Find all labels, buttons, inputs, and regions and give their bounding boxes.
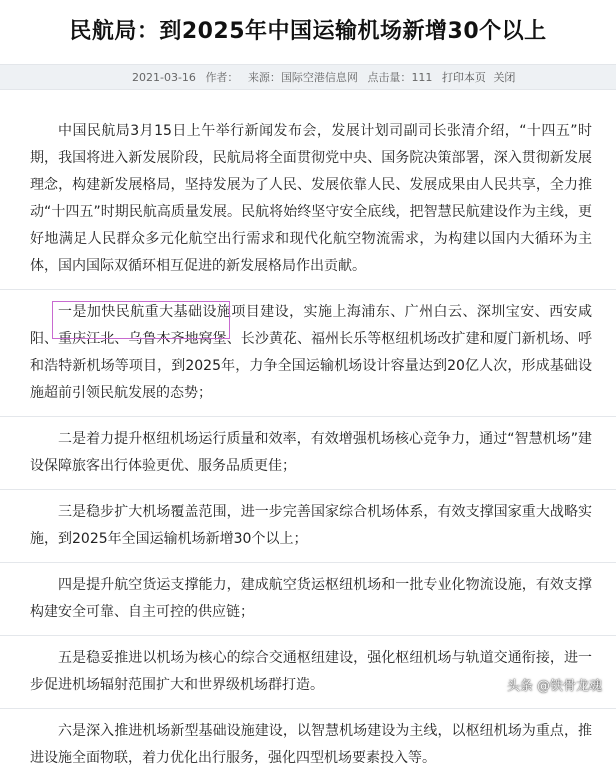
- paragraph-divider: [0, 416, 616, 417]
- source-name: 国际空港信息网: [280, 71, 358, 84]
- paragraph-divider: [0, 635, 616, 636]
- article-paragraph-3: 三是稳步扩大机场覆盖范围，进一步完善国家综合机场体系，有效支撑国家重大战略实施，到2025年全国运输机场新增30个以上；: [30, 504, 592, 547]
- article-paragraph-2: 二是着力提升枢纽机场运行质量和效率，有效增强机场核心竞争力，通过“智慧机场”建设保障旅客出行体验更优、服务品质更佳；: [30, 431, 592, 474]
- click-count-group: [367, 71, 432, 84]
- click-count: 111: [411, 71, 433, 84]
- article-paragraph-4: 四是提升航空货运支撑能力，建成航空货运枢纽机场和一批专业化物流设施，有效支撑构建安全可靠、自主可控的供应链；: [30, 577, 592, 620]
- article-paragraph-1: 一是加快民航重大基础设施项目建设，实施上海浦东、广州白云、深圳宝安、西安咸阳、重庆江北、乌鲁木齐地窝堡、长沙黄花、福州长乐等枢纽机场改扩建和厦门新机场、呼和浩特新机场等项目，到2025年，力争全国运输机场设计容量达到20亿人次，形成基础设施超前引领民航发展的态势；: [30, 304, 592, 401]
- article-paragraph-5: 五是稳妥推进以机场为核心的综合交通枢纽建设，强化枢纽机场与轨道交通衔接，进一步促进机场辐射范围扩大和世界级机场群打造。: [30, 650, 592, 693]
- click-count-label: 点击量：: [367, 71, 412, 84]
- print-page-link[interactable]: 打印本页: [441, 71, 486, 84]
- article-paragraph-6: 六是深入推进机场新型基础设施建设，以智慧机场建设为主线，以枢纽机场为重点，推进设施全面物联，着力优化出行服务，强化四型机场要素投入等。: [30, 723, 592, 766]
- source-watermark: 头条 @铁骨龙魂: [506, 679, 602, 694]
- paragraph-divider: [0, 708, 616, 709]
- author-label: 作者：: [205, 71, 239, 84]
- source-label-group: [248, 71, 358, 84]
- source-label: 来源：: [247, 71, 281, 84]
- paragraph-divider: [0, 289, 616, 290]
- publish-date: 2021-03-16: [132, 71, 196, 84]
- article-paragraph-intro: 中国民航局3月15日上午举行新闻发布会，发展计划司副司长张清介绍，“十四五”时期，我国将进入新发展阶段，民航局将全面贯彻党中央、国务院决策部署，深入贯彻新发展理念，构建新发展格局，坚持发展为了人民、发展依靠人民、发展成果由人民共享，全力推动“十四五”时期民航高质量发展。民航将始终坚守安全底线，把智慧民航建设作为主线，更好地满足人民群众多元化航空出行需求和现代化航空物流需求，为构建以国内大循环为主体，国内国际双循环相互促进的新发展格局作出贡献。: [30, 123, 592, 274]
- paragraph-divider: [0, 562, 616, 563]
- close-link[interactable]: 关闭: [493, 71, 516, 84]
- page-title: 民航局：到2025年中国运输机场新增30个以上: [69, 19, 547, 44]
- article-meta-bar: [0, 64, 616, 90]
- paragraph-divider: [0, 489, 616, 490]
